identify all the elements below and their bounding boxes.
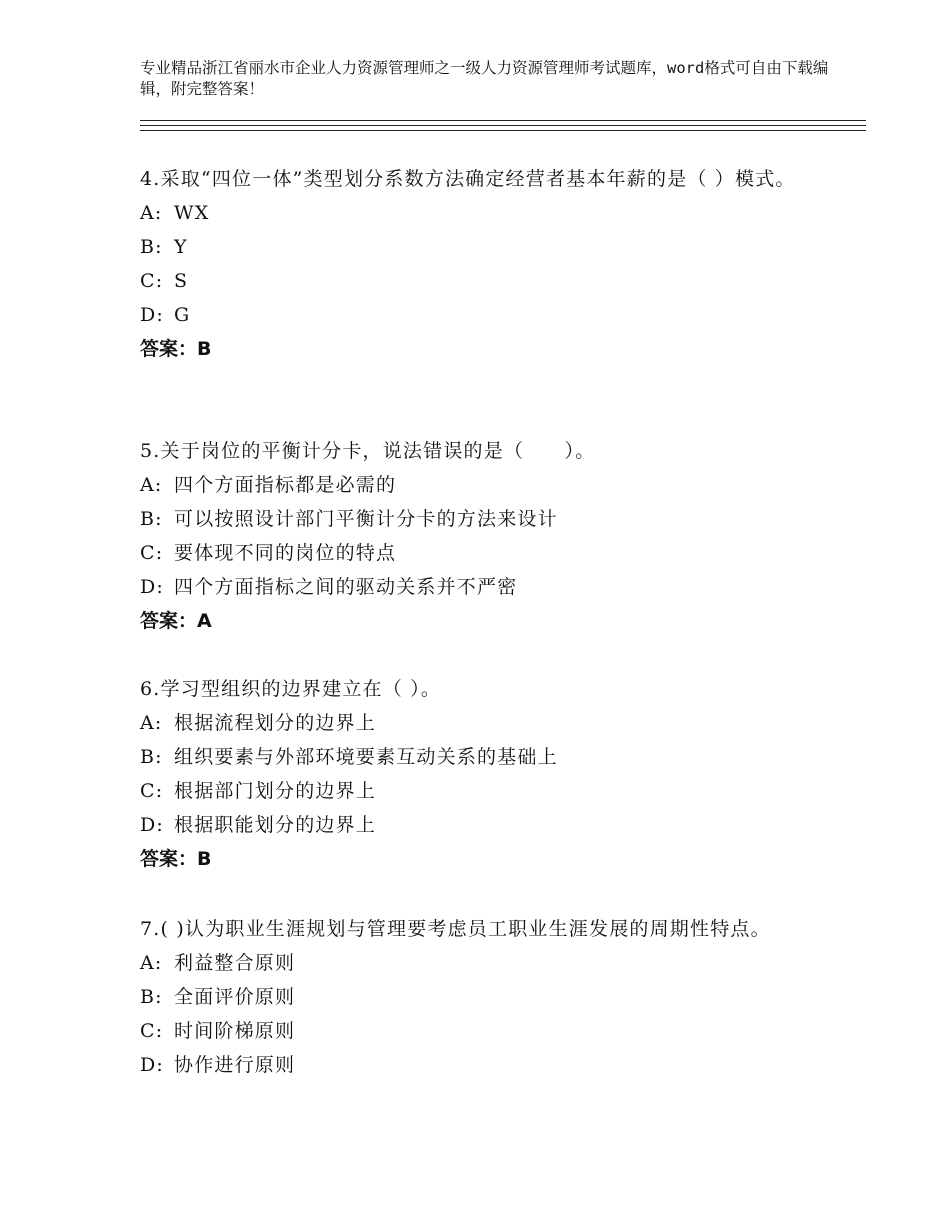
option-text: 协作进行原则 bbox=[174, 1054, 296, 1076]
option-key: B: bbox=[140, 236, 163, 258]
option-text: G bbox=[174, 304, 191, 326]
answer-label: 答案：B bbox=[140, 848, 212, 870]
option-b bbox=[140, 230, 820, 264]
option-d bbox=[140, 1048, 820, 1082]
option-text: 利益整合原则 bbox=[174, 952, 296, 974]
option-key: C: bbox=[140, 780, 164, 802]
header-rule-3 bbox=[140, 130, 866, 131]
option-key: B: bbox=[140, 508, 163, 530]
option-c bbox=[140, 774, 820, 808]
option-b bbox=[140, 740, 820, 774]
option-text: WX bbox=[174, 202, 210, 224]
answer-label: 答案：A bbox=[140, 610, 212, 632]
option-b bbox=[140, 980, 820, 1014]
option-c bbox=[140, 1014, 820, 1048]
option-text: 要体现不同的岗位的特点 bbox=[174, 542, 397, 564]
option-c bbox=[140, 536, 820, 570]
option-key: D: bbox=[140, 814, 165, 836]
option-text: 组织要素与外部环境要素互动关系的基础上 bbox=[174, 746, 558, 768]
option-key: C: bbox=[140, 1020, 164, 1042]
option-key: A: bbox=[140, 712, 163, 734]
option-c bbox=[140, 264, 820, 298]
option-text: 根据流程划分的边界上 bbox=[174, 712, 377, 734]
question-stem: 6.学习型组织的边界建立在（ ）。 bbox=[140, 678, 442, 700]
option-text: 四个方面指标之间的驱动关系并不严密 bbox=[174, 576, 518, 598]
question-stem: 5.关于岗位的平衡计分卡，说法错误的是（ ）。 bbox=[140, 440, 596, 462]
option-key: A: bbox=[140, 474, 163, 496]
option-key: A: bbox=[140, 202, 163, 224]
option-d bbox=[140, 808, 820, 842]
question-6 bbox=[140, 672, 820, 876]
question-5 bbox=[140, 434, 820, 638]
option-key: D: bbox=[140, 576, 165, 598]
option-key: C: bbox=[140, 270, 164, 292]
option-text: 时间阶梯原则 bbox=[174, 1020, 296, 1042]
question-4 bbox=[140, 162, 820, 366]
question-stem: 4.采取“四位一体”类型划分系数方法确定经营者基本年薪的是（ ）模式。 bbox=[140, 168, 796, 190]
option-d bbox=[140, 570, 820, 604]
option-text: Y bbox=[174, 236, 188, 258]
option-text: 全面评价原则 bbox=[174, 986, 296, 1008]
header-rule-1 bbox=[140, 120, 866, 121]
question-stem: 7.( )认为职业生涯规划与管理要考虑员工职业生涯发展的周期性特点。 bbox=[140, 918, 771, 940]
option-key: A: bbox=[140, 952, 163, 974]
option-a bbox=[140, 706, 820, 740]
option-a bbox=[140, 468, 820, 502]
option-key: B: bbox=[140, 986, 163, 1008]
option-text: 可以按照设计部门平衡计分卡的方法来设计 bbox=[174, 508, 558, 530]
option-text: 根据职能划分的边界上 bbox=[174, 814, 377, 836]
option-key: D: bbox=[140, 304, 165, 326]
option-text: S bbox=[174, 270, 189, 292]
option-text: 四个方面指标都是必需的 bbox=[174, 474, 397, 496]
option-a bbox=[140, 946, 820, 980]
option-key: C: bbox=[140, 542, 164, 564]
header-rule-2 bbox=[140, 125, 866, 126]
option-key: D: bbox=[140, 1054, 165, 1076]
option-b bbox=[140, 502, 820, 536]
option-text: 根据部门划分的边界上 bbox=[174, 780, 377, 802]
document-header: 专业精品浙江省丽水市企业人力资源管理师之一级人力资源管理师考试题库，word格式可自由下载编辑，附完整答案！ bbox=[140, 59, 829, 98]
option-a bbox=[140, 196, 820, 230]
answer-label: 答案：B bbox=[140, 338, 212, 360]
question-7 bbox=[140, 912, 820, 1082]
option-d bbox=[140, 298, 820, 332]
option-key: B: bbox=[140, 746, 163, 768]
